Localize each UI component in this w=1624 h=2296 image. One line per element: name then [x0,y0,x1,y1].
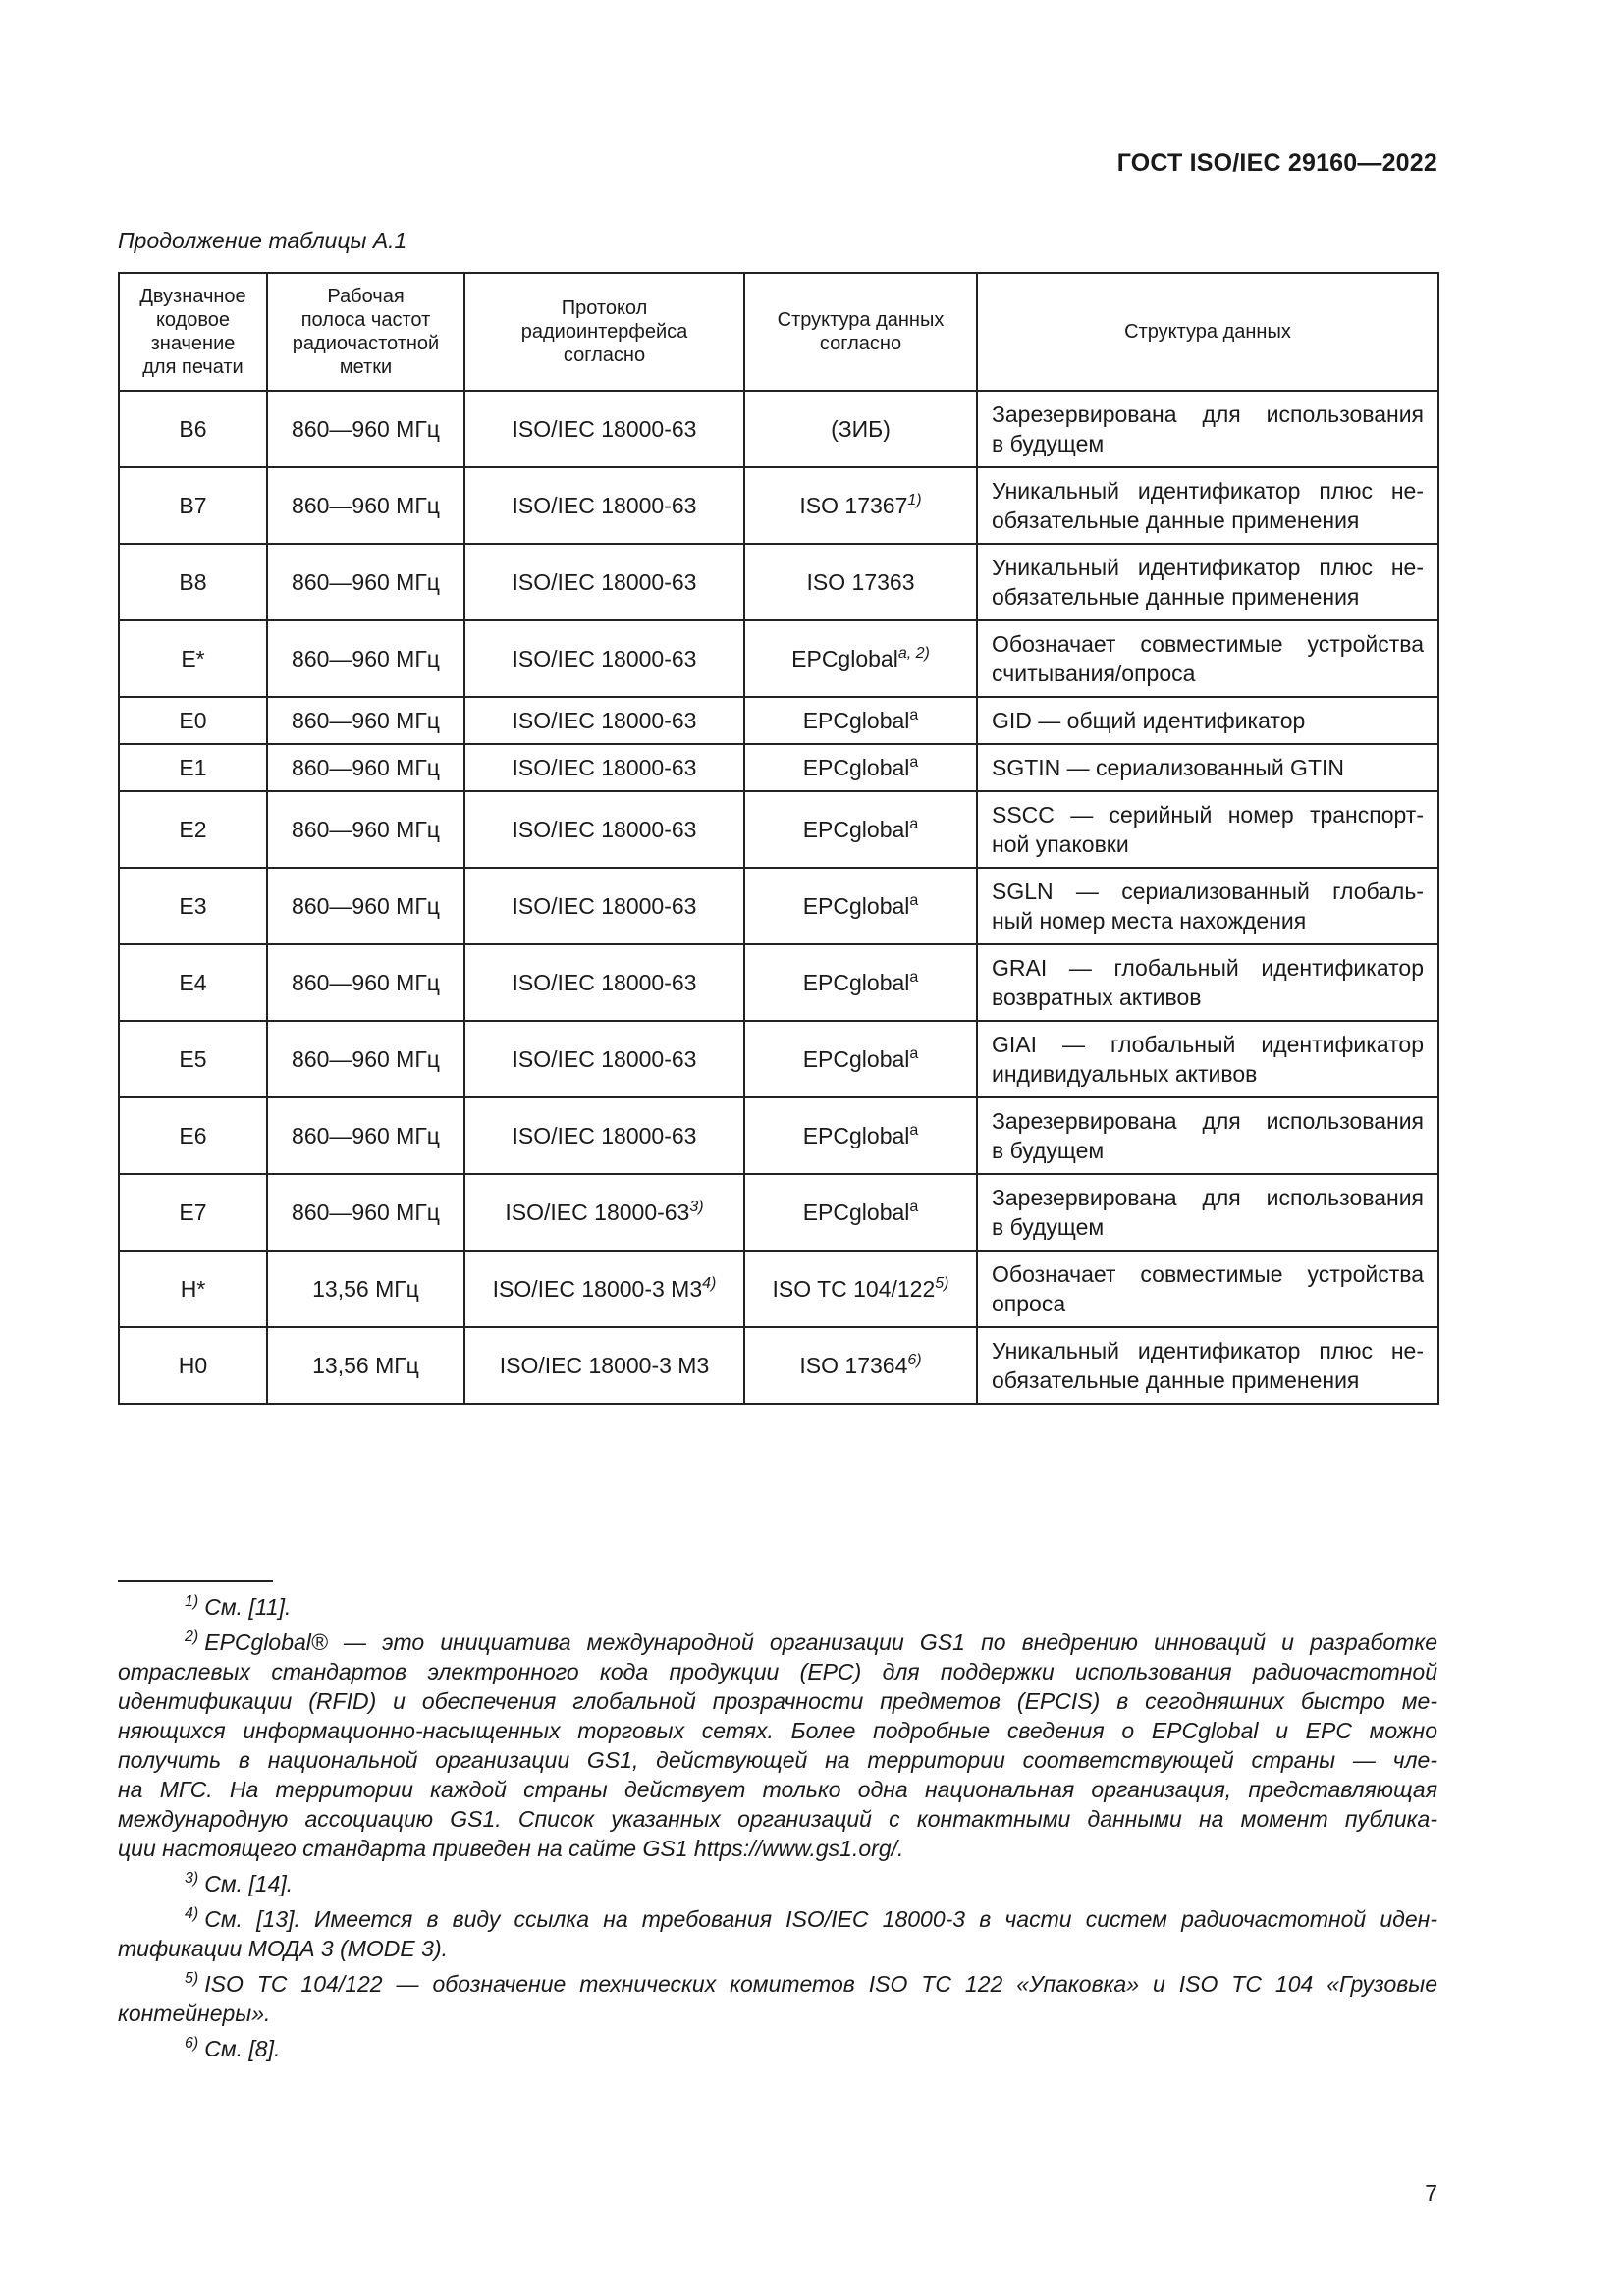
table-row [119,791,1438,868]
table-row [119,1021,1438,1097]
footnote-line: тификации МОДА 3 (MODE 3). [118,1936,448,1961]
footnote-line: $^{5)}$ ISO TC 104/122 — обозначение технических комитетов ISO TC 122 «Упаковка» и ISO TC 104 «Грузовые [185,1970,1437,1997]
footnote-number: 3) [185,1870,199,1887]
cell-frequency: 860—960 МГц [267,1174,464,1251]
description-line: Зарезервирована для использования [992,1108,1424,1134]
description-line: GIAI — глобальный идентификатор [992,1032,1424,1057]
cell-description [977,467,1438,544]
cell-description [977,544,1438,620]
footnote-line: идентификации (RFID) и обеспечения глобальной прозрачности предметов (EPCIS) в сегодняшних быстро ме- [118,1688,1437,1714]
description-line: ной упаковки [992,831,1129,857]
page-number: 7 [1425,2180,1437,2206]
description-line: GRAI — глобальный идентификатор [992,955,1424,981]
cell-protocol: ISO/IEC 18000-63 [464,544,744,620]
table-body [119,391,1438,1404]
table-row [119,467,1438,544]
footnote-line: контейнеры». [118,2001,271,2026]
column-header: Структура данных согласно [744,273,977,391]
cell-protocol: ISO/IEC 18000-63 [464,620,744,697]
cell-structure: EPCglobal$^a$ [744,1174,977,1251]
cell-code: E7 [119,1174,267,1251]
footnote-line: $^{3)}$ См. [14]. [185,1870,294,1896]
footnote-number: 4) [185,1905,199,1922]
column-header: Структура данных [977,273,1438,391]
cell-code: E2 [119,791,267,868]
cell-structure: EPCglobal$^a$ [744,697,977,744]
cell-code: E3 [119,868,267,944]
cell-protocol: ISO/IEC 18000-63 [464,744,744,791]
footnotes [118,1592,1437,2069]
description-line: Обозначает совместимые устройства [992,631,1424,657]
cell-frequency: 860—960 МГц [267,1097,464,1174]
cell-structure: ISO 17363 [744,544,977,620]
table-header-row [119,273,1438,391]
cell-frequency: 860—960 МГц [267,620,464,697]
description-line: SGLN — сериализованный глобаль- [992,879,1424,904]
table-row [119,744,1438,791]
description-line: индивидуальных активов [992,1061,1258,1087]
footnote-ref: a [909,892,919,909]
description-line: Уникальный идентификатор плюс не- [992,478,1424,504]
cell-structure: ISO TC 104/122$^{5)}$ [744,1251,977,1327]
table-row [119,1251,1438,1327]
cell-description [977,744,1438,791]
cell-frequency: 13,56 МГц [267,1327,464,1404]
footnote-line: отраслевых стандартов электронного кода продукции (EPC) для поддержки использования радиочастотной [118,1659,1437,1684]
footnote-ref: a [909,1199,919,1215]
description-line: Уникальный идентификатор плюс не- [992,555,1424,580]
footnote-number: 2) [185,1629,199,1645]
footnote-ref: a, 2) [897,645,930,662]
cell-description [977,1174,1438,1251]
cell-protocol: ISO/IEC 18000-63 [464,868,744,944]
footnote-number: 6) [185,2035,199,2052]
table-row [119,1327,1438,1404]
description-line: SSCC — серийный номер транспорт- [992,802,1424,828]
cell-frequency: 860—960 МГц [267,944,464,1021]
footnote-number: 5) [185,1970,199,1987]
footnote-ref: a [909,816,919,832]
cell-code: H0 [119,1327,267,1404]
description-line: SGTIN — сериализованный GTIN [992,755,1344,780]
table-row [119,697,1438,744]
cell-description [977,697,1438,744]
footnote-line: $^{2)}$ EPCglobal® — это инициатива международной организации GS1 по внедрению инноваций и разработке [185,1629,1437,1655]
description-line: обязательные данные применения [992,1367,1360,1393]
footnote-ref: a [909,969,919,986]
footnote [118,1869,1437,1898]
cell-structure: EPCglobal$^a$ [744,1021,977,1097]
footnote-line: $^{1)}$ См. [11]. [185,1593,292,1620]
footnote [118,1592,1437,1622]
column-header: Протокол радиоинтерфейса согласно [464,273,744,391]
footnote-line: ции настоящего стандарта приведен на сайте GS1 https://www.gs1.org/. [118,1836,904,1861]
description-line: Зарезервирована для использования [992,1185,1424,1210]
description-line: Обозначает совместимые устройства [992,1261,1424,1287]
column-header: Двузначное кодовое значение для печати [119,273,267,391]
description-line: считывания/опроса [992,661,1196,686]
footnote-ref: 5) [935,1275,949,1292]
cell-description [977,1251,1438,1327]
cell-frequency: 860—960 МГц [267,467,464,544]
cell-structure: EPCglobal$^a$ [744,868,977,944]
cell-protocol: ISO/IEC 18000-63 [464,1097,744,1174]
footnote [118,1904,1437,1963]
cell-description [977,944,1438,1021]
description-line: обязательные данные применения [992,584,1360,610]
cell-structure: EPCglobal$^{a, 2)}$ [744,620,977,697]
description-line: в будущем [992,431,1105,456]
cell-code: B6 [119,391,267,467]
footnote-ref: 6) [907,1352,922,1368]
cell-structure: (ЗИБ) [744,391,977,467]
description-line: обязательные данные применения [992,507,1360,533]
table-row [119,544,1438,620]
cell-description [977,1021,1438,1097]
cell-code: B8 [119,544,267,620]
cell-description [977,868,1438,944]
data-structure-table [118,272,1439,1405]
footnote-ref: a [909,1045,919,1062]
cell-frequency: 860—960 МГц [267,868,464,944]
footnote-ref: 3) [689,1199,704,1215]
cell-frequency: 860—960 МГц [267,697,464,744]
cell-structure: ISO 17364$^{6)}$ [744,1327,977,1404]
cell-description [977,1327,1438,1404]
cell-protocol: ISO/IEC 18000-63 [464,391,744,467]
footnote-line: получить в национальной организации GS1, действующей на территории соответствующей страны — чле- [118,1747,1437,1773]
cell-frequency: 13,56 МГц [267,1251,464,1327]
footnote-line: международную ассоциацию GS1. Список указанных организаций с контактными данными на момент публика- [118,1806,1437,1832]
footnote-ref: 4) [702,1275,717,1292]
description-line: возвратных активов [992,985,1202,1010]
cell-code: E1 [119,744,267,791]
cell-frequency: 860—960 МГц [267,1021,464,1097]
footnote-line: $^{6)}$ См. [8]. [185,2035,281,2061]
cell-structure: EPCglobal$^a$ [744,944,977,1021]
footnote-ref: 1) [907,492,922,508]
cell-protocol: ISO/IEC 18000-63 [464,467,744,544]
cell-code: E0 [119,697,267,744]
cell-code: E5 [119,1021,267,1097]
cell-structure: ISO 17367$^{1)}$ [744,467,977,544]
cell-protocol: ISO/IEC 18000-3 M3 [464,1327,744,1404]
description-line: в будущем [992,1214,1105,1240]
footnote [118,1969,1437,2028]
cell-description [977,620,1438,697]
column-header: Рабочая полоса частот радиочастотной метки [267,273,464,391]
table-row [119,868,1438,944]
cell-description [977,791,1438,868]
cell-protocol: ISO/IEC 18000-63 [464,1021,744,1097]
table-row [119,391,1438,467]
description-line: Уникальный идентификатор плюс не- [992,1338,1424,1363]
cell-code: E* [119,620,267,697]
cell-code: E4 [119,944,267,1021]
cell-structure: EPCglobal$^a$ [744,1097,977,1174]
cell-protocol: ISO/IEC 18000-63 [464,791,744,868]
footnote-line: няющихся информационно-насыщенных торговых сетях. Более подробные сведения о EPCglobal и EPC можно [118,1718,1437,1743]
description-line: Зарезервирована для использования [992,401,1424,427]
table-caption: Продолжение таблицы А.1 [118,228,407,253]
cell-frequency: 860—960 МГц [267,791,464,868]
footnote-line: на МГС. На территории каждой страны действует только одна национальная организация, представляющая [118,1777,1437,1802]
footnote-number: 1) [185,1593,199,1610]
cell-protocol: ISO/IEC 18000-63 [464,944,744,1021]
cell-frequency: 860—960 МГц [267,744,464,791]
table-row [119,944,1438,1021]
cell-protocol: ISO/IEC 18000-63 [464,697,744,744]
description-line: опроса [992,1291,1066,1316]
cell-structure: EPCglobal$^a$ [744,791,977,868]
footnote [118,2034,1437,2063]
description-line: GID — общий идентификатор [992,708,1306,733]
table-row [119,1174,1438,1251]
cell-code: E6 [119,1097,267,1174]
cell-description [977,391,1438,467]
cell-frequency: 860—960 МГц [267,544,464,620]
description-line: ный номер места нахождения [992,908,1307,934]
table-row [119,620,1438,697]
cell-code: H* [119,1251,267,1327]
cell-frequency: 860—960 МГц [267,391,464,467]
footnote-ref: a [909,1122,919,1139]
cell-description [977,1097,1438,1174]
footnote-ref: a [909,707,919,723]
footnote-ref: a [909,754,919,771]
document-id: ГОСТ ISO/IEC 29160—2022 [1116,149,1437,177]
cell-protocol: ISO/IEC 18000-63$^{3)}$ [464,1174,744,1251]
cell-protocol: ISO/IEC 18000-3 M3$^{4)}$ [464,1251,744,1327]
description-line: в будущем [992,1138,1105,1163]
footnote-line: $^{4)}$ См. [13]. Имеется в виду ссылка на требования ISO/IEC 18000-3 в части систем радиочастотной иден- [185,1905,1437,1932]
cell-code: B7 [119,467,267,544]
cell-structure: EPCglobal$^a$ [744,744,977,791]
footnote-separator [118,1580,273,1582]
table-row [119,1097,1438,1174]
footnote [118,1628,1437,1863]
